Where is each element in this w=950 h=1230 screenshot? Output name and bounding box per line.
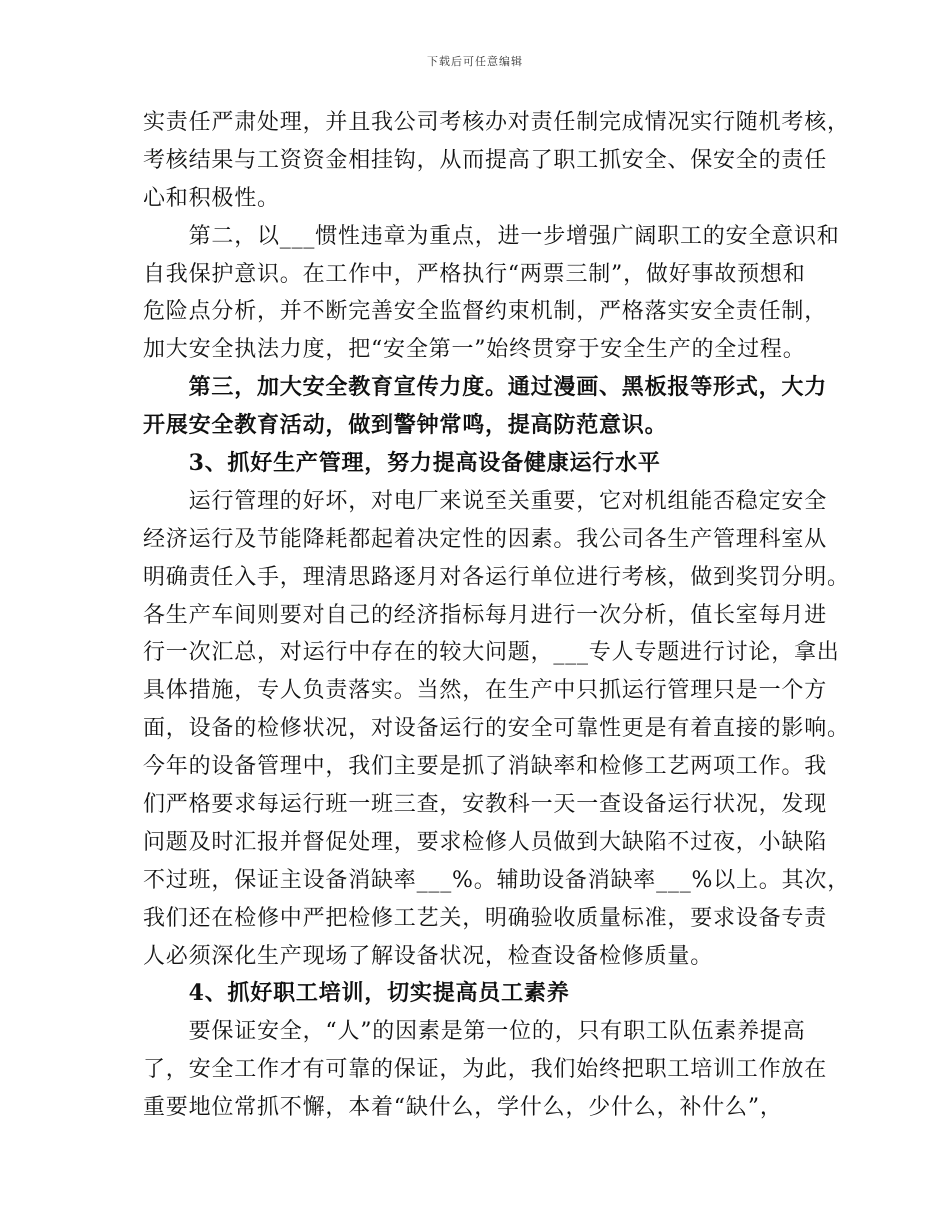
text-line: 不过班，保证主设备消缺率___%。辅助设备消缺率___%以上。其次， <box>143 867 851 893</box>
text-line: 运行管理的好坏，对电厂来说至关重要，它对机组能否稳定安全 <box>143 488 828 514</box>
text-line: 我们还在检修中严把检修工艺关，明确验收质量标准，要求设备专责 <box>143 905 828 931</box>
text-line: 问题及时汇报并督促处理，要求检修人员做到大缺陷不过夜，小缺陷 <box>143 829 828 855</box>
text-line: 第二，以___惯性违章为重点，进一步增强广阔职工的安全意识和 <box>143 223 840 249</box>
text-line: 考核结果与工资资金相挂钩，从而提高了职工抓安全、保安全的责任 <box>143 147 828 173</box>
text-line: 危险点分析，并不断完善安全监督约束机制，严格落实安全责任制， <box>143 299 828 325</box>
text-line: 明确责任入手，理清思路逐月对各运行单位进行考核，做到奖罚分明。 <box>143 564 850 590</box>
text-line: 实责任严肃处理，并且我公司考核办对责任制完成情况实行随机考核， <box>143 110 850 135</box>
document-body <box>143 104 851 1127</box>
text-line: 们严格要求每运行班一班三查，安教科一天一查设备运行状况，发现 <box>143 792 828 818</box>
text-line: 要保证安全，“人”的因素是第一位的，只有职工队伍素养提高 <box>143 1019 806 1045</box>
text-line: 开展安全教育活动，做到警钟常鸣，提高防范意识。 <box>143 412 668 439</box>
page-header: 下载后可任意编辑 <box>427 55 523 68</box>
text-line: 第三，加大安全教育宣传力度。通过漫画、黑板报等形式，大力 <box>143 374 828 401</box>
text-line: 面，设备的检修状况，对设备运行的安全可靠性更是有着直接的影响。 <box>143 716 850 742</box>
text-line: 行一次汇总，对运行中存在的较大问题，___专人专题进行讨论，拿出 <box>143 640 840 666</box>
text-line: 具体措施，专人负责落实。当然，在生产中只抓运行管理只是一个方 <box>143 678 828 704</box>
section-heading: 3、抓好生产管理，努力提高设备健康运行水平 <box>143 450 661 477</box>
text-line: 各生产车间则要对自己的经济指标每月进行一次分析，值长室每月进 <box>143 602 828 628</box>
text-line: 人必须深化生产现场了解设备状况，检查设备检修质量。 <box>143 943 714 969</box>
text-line: 加大安全执法力度，把“安全第一”始终贯穿于安全生产的全过程。 <box>143 337 806 363</box>
text-line: 自我保护意识。在工作中，严格执行“两票三制”，做好事故预想和 <box>143 261 806 287</box>
text-line: 今年的设备管理中，我们主要是抓了消缺率和检修工艺两项工作。我 <box>143 754 828 780</box>
text-line: 经济运行及节能降耗都起着决定性的因素。我公司各生产管理科室从 <box>143 526 828 552</box>
text-line: 了，安全工作才有可靠的保证，为此，我们始终把职工培训工作放在 <box>143 1057 828 1083</box>
text-line: 重要地位常抓不懈，本着“缺什么，学什么，少什么，补什么”， <box>143 1095 783 1121</box>
text-line: 心和积极性。 <box>143 185 280 211</box>
section-heading: 4、抓好职工培训，切实提高员工素养 <box>143 980 570 1007</box>
